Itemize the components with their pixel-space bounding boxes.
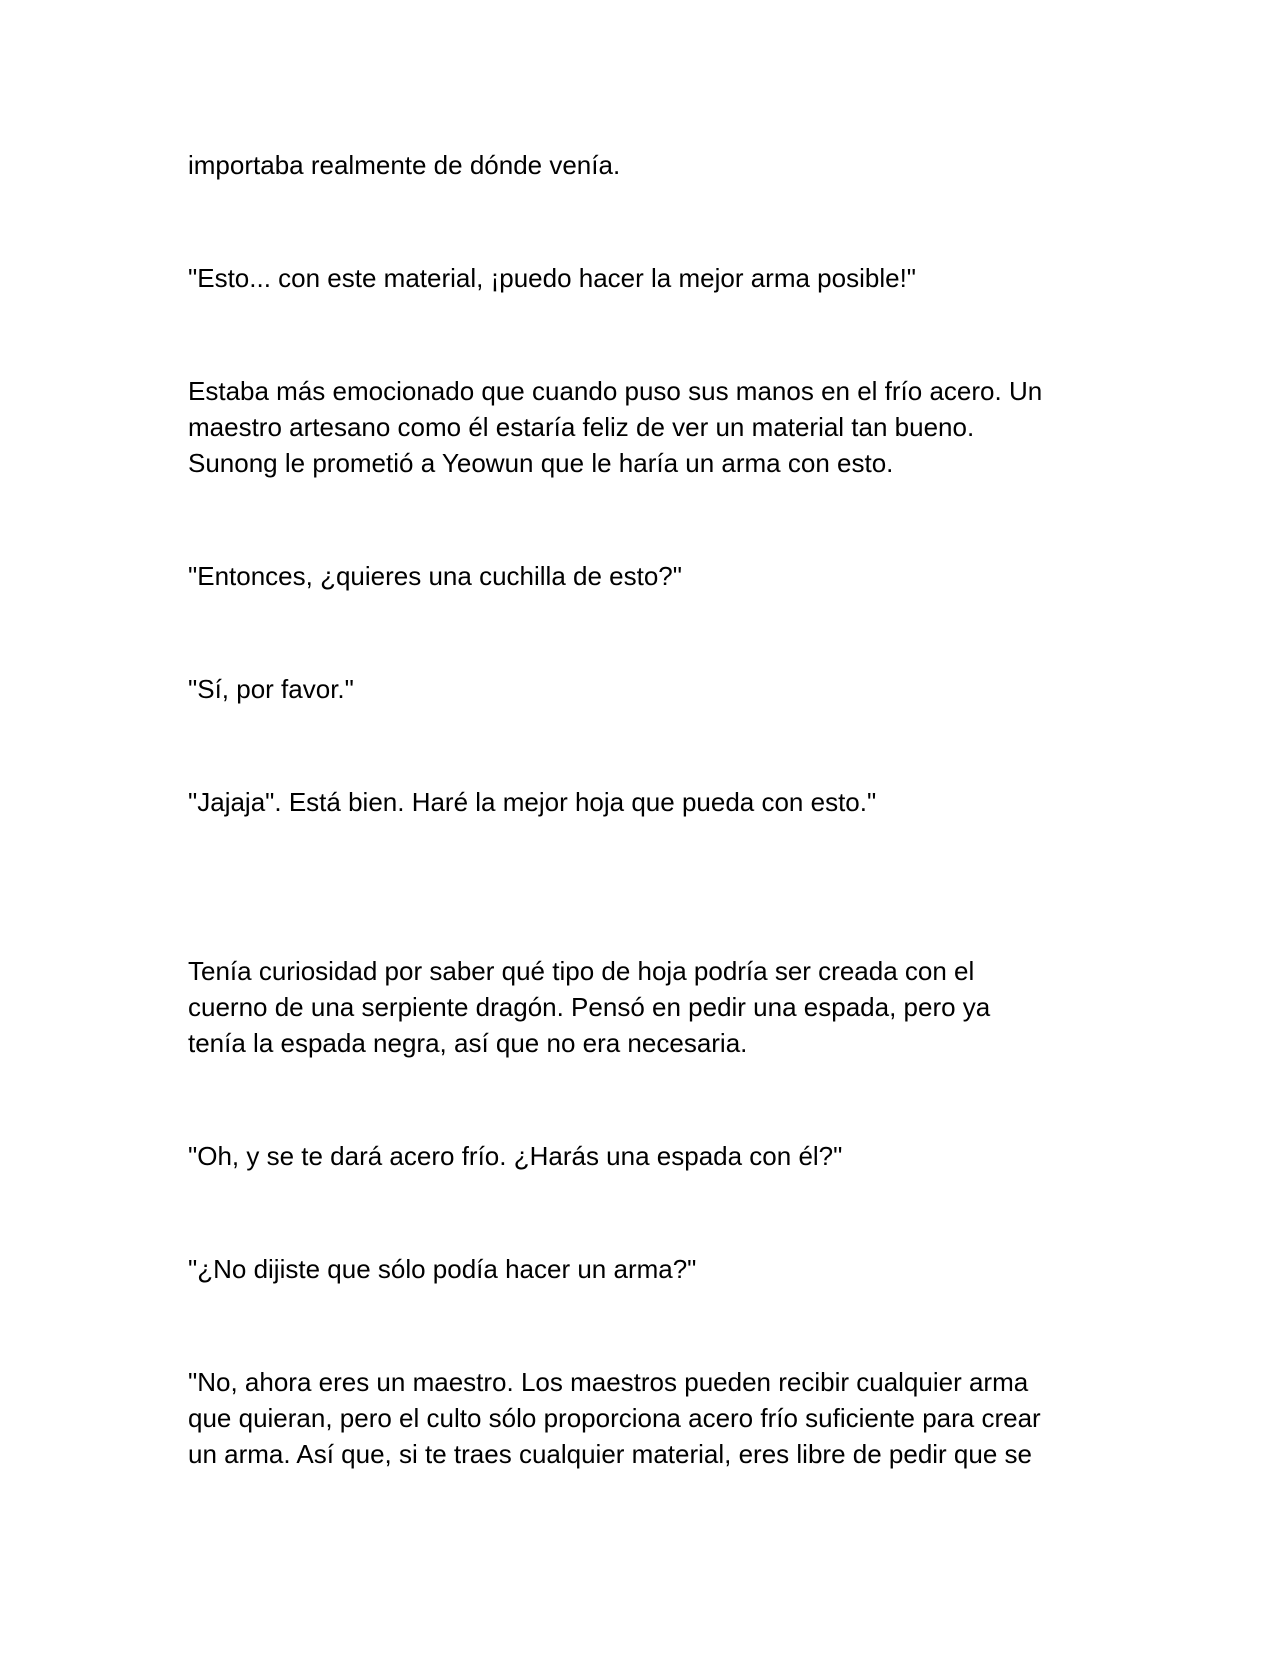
text-line: Estaba más emocionado que cuando puso sus manos en el frío acero. Un [188, 376, 1043, 406]
paragraph-3 [188, 373, 1088, 481]
paragraph-4 [188, 558, 1088, 594]
text-line: importaba realmente de dónde venía. [188, 150, 621, 180]
paragraph-5 [188, 671, 1088, 707]
text-line: "Jajaja". Está bien. Haré la mejor hoja que pueda con esto." [188, 787, 877, 817]
text-line: maestro artesano como él estaría feliz de ver un material tan bueno. [188, 412, 975, 442]
paragraph-9 [188, 1251, 1088, 1287]
paragraph-8 [188, 1138, 1088, 1174]
text-line: que quieran, pero el culto sólo proporciona acero frío suficiente para crear [188, 1403, 1041, 1433]
text-line: Tenía curiosidad por saber qué tipo de hoja podría ser creada con el [188, 956, 975, 986]
text-line: "¿No dijiste que sólo podía hacer un arma?" [188, 1254, 697, 1284]
text-line: "Sí, por favor." [188, 674, 354, 704]
paragraph-1 [188, 147, 1088, 183]
text-line: Sunong le prometió a Yeowun que le haría un arma con esto. [188, 448, 894, 478]
text-line: "Entonces, ¿quieres una cuchilla de esto?" [188, 561, 682, 591]
text-line: un arma. Así que, si te traes cualquier material, eres libre de pedir que se [188, 1439, 1032, 1469]
text-line: "Esto... con este material, ¡puedo hacer la mejor arma posible!" [188, 263, 917, 293]
paragraph-10 [188, 1364, 1088, 1472]
text-line: tenía la espada negra, así que no era necesaria. [188, 1028, 748, 1058]
paragraph-7 [188, 953, 1088, 1061]
paragraph-6 [188, 784, 1088, 820]
text-line: cuerno de una serpiente dragón. Pensó en pedir una espada, pero ya [188, 992, 991, 1022]
text-line: "Oh, y se te dará acero frío. ¿Harás una espada con él?" [188, 1141, 843, 1171]
paragraph-2 [188, 260, 1088, 296]
text-line: "No, ahora eres un maestro. Los maestros pueden recibir cualquier arma [188, 1367, 1029, 1397]
